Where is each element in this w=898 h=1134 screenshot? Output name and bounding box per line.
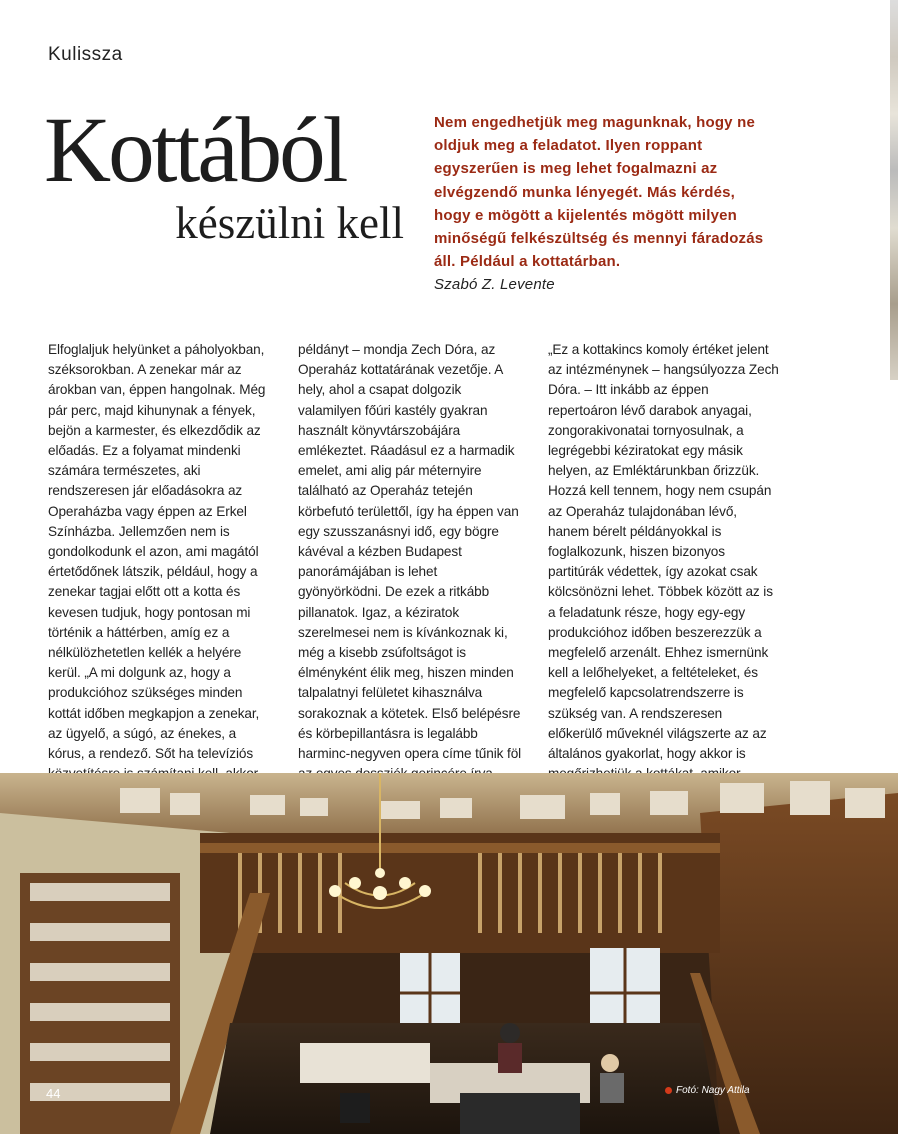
column-text: „Ez a kottakincs komoly értéket jelent az intézménynek – hangsúlyozza Zech Dóra. – Itt inkább az éppen repertoáron lévő darabok anyagai, zongorakivonatai tornyosulnak, a legrégebbi kéziratokat egy másik helyen, az Emléktárunkban őrizzük. Hozzá kell tennem, hogy nem csupán az Operaház tulajdonában lévő, hanem bérelt példányokkal is foglalkozunk, hiszen bizonyos partitúrák védettek, így azokat csak kölcsönözni lehet. Többek között az is a feladatunk része, hogy egy-egy produkcióhoz időben beszerezzük a megfelelő arzenált. Ehhez ismernünk kell a lelőhelyeket, a feltételeket, és megfelelő kapcsolatrendszerre is szükség van. A rendszeresen előkerülő műveknél világszerte az az általános gyakorlat, hogy akkor is [548, 342, 779, 762]
adjacent-page-edge [890, 0, 898, 380]
page-number: 44 [46, 1086, 61, 1101]
section-label: Kulissza [48, 44, 123, 65]
photo-credit [665, 1085, 750, 1096]
column-text: példányt – mondja Zech Dóra, az Operaház kottatárának vezetője. A hely, ahol a csapat dolgozik valamilyen főúri kastély gyakran használt könyvtárszobájára emlékeztet. Ráadásul ez a harmadik emelet, ami alig pár méternyire található az Operaház tetején körbefutó területtől, így ha éppen van egy szusszanásnyi idő, egy bögre kávéval a kézben Budapest panorámájában is lehet gyönyörködni. De ezek a ritkább pillanatok. Igaz, a kéziratok szerelmesei nem is kívánkoznak ki, még a kisebb zsúfoltságot is élményként élik meg, hiszen minden talpalatnyi felületet kihasználva sorakoznak a kötetek. Első belépésre és körbepillantásra is legalább harminc-negyven opera címe tűnik föl [298, 342, 522, 762]
title-sub: készülni kell [175, 198, 404, 248]
library-illustration [0, 773, 898, 1134]
body-column-2 [298, 340, 523, 784]
column-text: Elfoglaljuk helyünket a páholyokban, széksorokban. A zenekar már az árokban van, éppen hangolnak. Még pár perc, majd kihunynak a fények, bejön a karmester, és elkezdődik az előadás. Ez a folyamat mindenki számára természetes, aki rendszeresen jár előadásokra az Operaházba vagy éppen az Erkel Színházba. Jellemzően nem is gondolkodunk el azon, ami magától értetődőnek látszik, például, hogy a zenekar tagjai előtt ott a kotta és kevesen tudjuk, hogy pontosan mi történik a háttérben, amíg ez a nélkülözhetetlen kellék a helyére kerül. „A mi dolgunk az, hogy a produkcióhoz szükséges minden kottát időben megkapjon a zenekar, az ügyelő, a súgó, az énekes, a kórus, a rendező. Sőt ha televíziós [48, 342, 266, 762]
body-column-3 [548, 340, 780, 805]
article-title [44, 99, 414, 264]
lead-paragraph [434, 111, 764, 297]
library-photo [0, 773, 898, 1134]
credit-dot-icon [665, 1087, 672, 1094]
photo-credit-text: Fotó: Nagy Attila [676, 1085, 750, 1096]
author-name: Szabó Z. Levente [434, 276, 555, 294]
body-column-1 [48, 340, 273, 805]
lead-text: Nem engedhetjük meg magunknak, hogy ne oldjuk meg a feladatot. Ilyen roppant egyszerűen is meg lehet fogalmazni az elvégzendő munka lényegét. Más kérdés, hogy e mögött a kijelentés mögött milyen minőségű felkészültség és mennyi fáradozás áll. Például a kottatárban. [434, 114, 764, 271]
title-main: Kottából [44, 99, 346, 202]
